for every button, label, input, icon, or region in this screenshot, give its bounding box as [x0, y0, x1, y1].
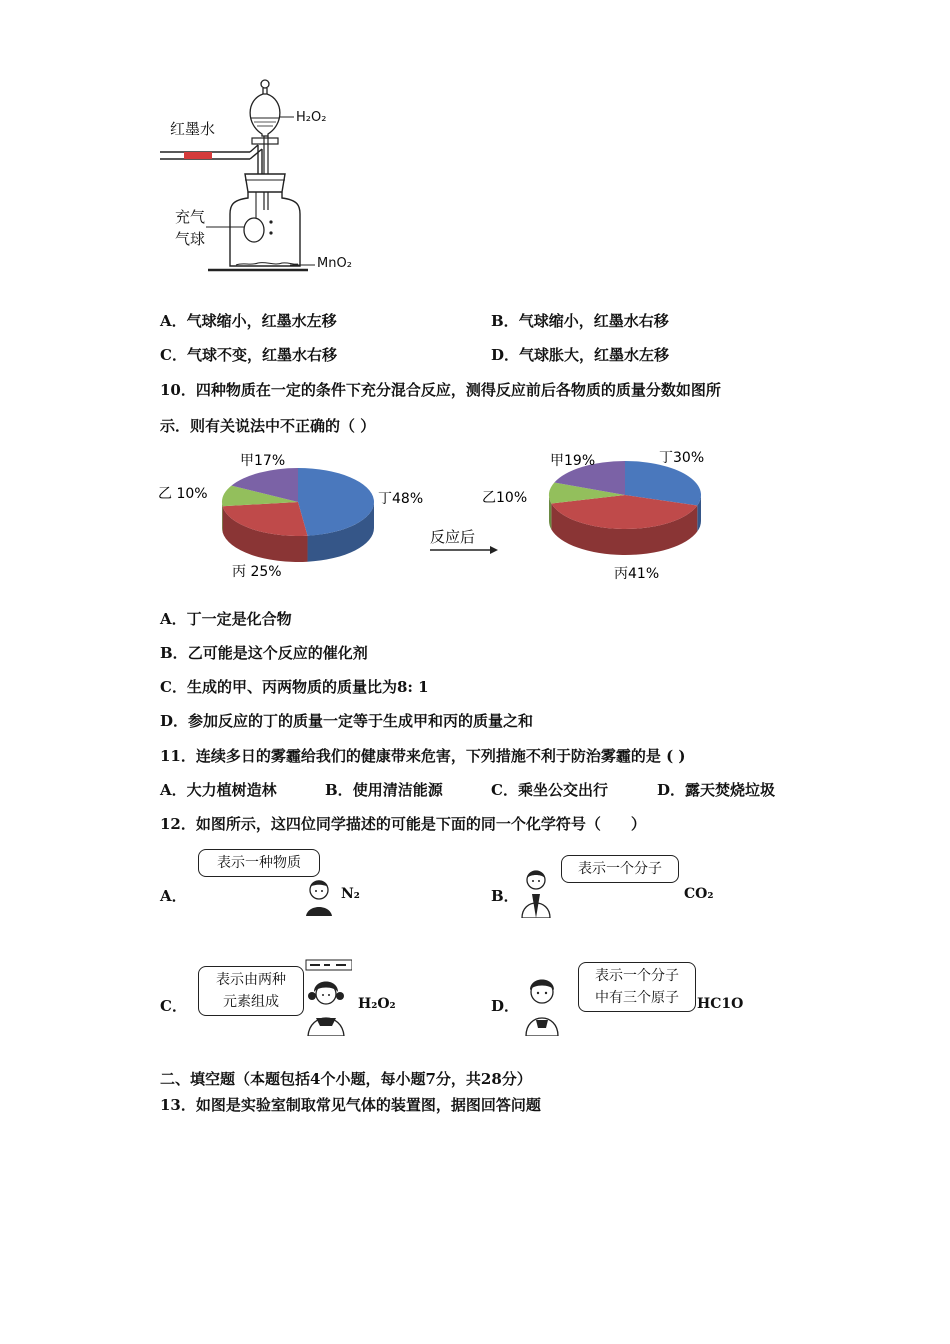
q10-option-a[interactable]: A．丁一定是化合物 — [160, 610, 292, 628]
q12-stem: 12．如图所示，这四位同学描述的可能是下面的同一个化学符号（ ） — [160, 815, 646, 833]
pie1-side-2 — [222, 502, 223, 532]
q12-option-b-letter[interactable]: B． — [491, 887, 519, 905]
label-h2o2: H₂O₂ — [296, 110, 327, 125]
q12-option-d-letter[interactable]: D． — [491, 997, 520, 1015]
q11-stem: 11．连续多日的雾霾给我们的健康带来危害，下列措施不利于防治雾霾的是 ( ) — [160, 747, 686, 765]
student-b-figure — [516, 866, 556, 918]
q11-option-d[interactable]: D．露天焚烧垃圾 — [657, 781, 776, 799]
q10-stem-line1: 10．四种物质在一定的条件下充分混合反应，测得反应前后各物质的质量分数如图所 — [160, 381, 721, 399]
q12-a-formula: N₂ — [341, 886, 360, 902]
pie-charts — [150, 440, 770, 590]
q12-b-formula: CO₂ — [684, 886, 714, 902]
student-c-figure — [296, 958, 352, 1036]
q13-stem: 13．如图是实验室制取常见气体的装置图，据图回答问题 — [160, 1096, 541, 1114]
label-red-ink: 红墨水 — [170, 120, 216, 138]
q11-option-b[interactable]: B．使用清洁能源 — [325, 781, 443, 799]
q9-option-c[interactable]: C．气球不变，红墨水右移 — [160, 346, 337, 364]
q9-option-d[interactable]: D．气球胀大，红墨水左移 — [491, 346, 670, 364]
q12-d-formula: HC1O — [697, 996, 744, 1012]
student-a-figure — [300, 876, 338, 916]
q12-option-c-letter[interactable]: C． — [160, 997, 187, 1015]
pie-after-label-ding: 丁30% — [659, 450, 705, 466]
q10-option-c[interactable]: C．生成的甲、丙两物质的质量比为8: 1 — [160, 678, 429, 696]
pie-before-label-ding: 丁48% — [378, 491, 424, 507]
red-ink-drop — [184, 152, 212, 159]
q12-c-formula: H₂O₂ — [358, 996, 396, 1012]
pie-after-label-jia: 甲19% — [550, 453, 596, 469]
student-d-figure — [520, 976, 564, 1036]
q9-option-b[interactable]: B．气球缩小，红墨水右移 — [491, 312, 669, 330]
pie-before-label-jia: 甲17% — [240, 453, 286, 469]
q12-c-speech-bubble: 表示由两种 元素组成 — [198, 966, 304, 1016]
pie-after-label-yi: 乙10% — [482, 490, 528, 506]
label-mno2: MnO₂ — [317, 256, 352, 271]
q10-option-d[interactable]: D．参加反应的丁的质量一定等于生成甲和丙的质量之和 — [160, 712, 534, 730]
pie-after — [549, 461, 701, 555]
pie-before-label-bing: 丙 25% — [232, 564, 282, 580]
section2-heading: 二、填空题（本题包括4个小题，每小题7分，共28分） — [160, 1070, 532, 1088]
q11-option-a[interactable]: A．大力植树造林 — [160, 781, 277, 799]
q9-option-a[interactable]: A．气球缩小，红墨水左移 — [160, 312, 337, 330]
pie-before-label-yi: 乙 10% — [158, 486, 208, 502]
q12-b-speech-bubble: 表示一个分子 — [561, 855, 679, 883]
reaction-arrow-head — [490, 546, 498, 554]
q12-option-a-letter[interactable]: A． — [160, 887, 187, 905]
label-balloon-line1: 充气 — [175, 208, 206, 226]
arrow-label: 反应后 — [430, 528, 476, 546]
q10-stem-line2: 示．则有关说法中不正确的（ ） — [160, 417, 376, 435]
q12-a-speech-bubble: 表示一种物质 — [198, 849, 320, 877]
q12-d-speech-bubble: 表示一个分子 中有三个原子 — [578, 962, 696, 1012]
pie-before — [222, 468, 374, 562]
apparatus-diagram — [150, 70, 380, 285]
q10-option-b[interactable]: B．乙可能是这个反应的催化剂 — [160, 644, 368, 662]
q11-option-c[interactable]: C．乘坐公交出行 — [491, 781, 608, 799]
label-balloon-line2: 气球 — [175, 230, 206, 248]
pie-after-label-bing: 丙41% — [614, 566, 660, 582]
